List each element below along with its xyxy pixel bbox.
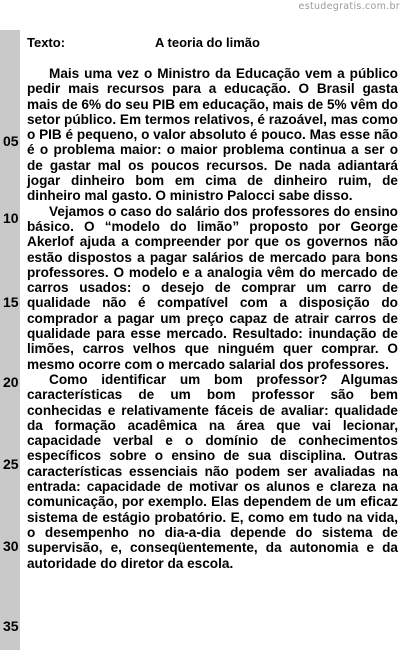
text-label: Texto: — [27, 35, 66, 50]
line-number: 10 — [3, 210, 19, 226]
text-title: A teoria do limão — [155, 35, 260, 50]
article-body — [27, 66, 398, 571]
line-number: 15 — [3, 294, 19, 310]
text-header — [27, 35, 398, 51]
line-number: 25 — [3, 456, 19, 472]
line-number-gutter — [0, 30, 20, 650]
line-number: 30 — [3, 538, 19, 554]
paragraph: Vejamos o caso do salário dos professores do ensino básico. O “modelo do limão” proposto por George Akerlof ajuda a compreender por que os governos não estão dispostos a pagar salários de mercado para bons professores. O modelo e a analogia vêm do mercado de carros usados: o desejo de comprar um carro de qualidade não é compatível com a disposição do comprador a pagar um preço capaz de atrair carros de qualidade para esse mercado. Resultado: inundação de limões, carros velhos que ninguém quer comprar. O mesmo ocorre com o mercado salarial dos professores. — [27, 203, 398, 372]
site-watermark: estudegratis.com.br — [298, 1, 400, 12]
line-number: 35 — [3, 618, 19, 634]
line-number: 05 — [3, 133, 19, 149]
paragraph: Como identificar um bom professor? Algumas características de um bom professor são bem conhecidas e relativamente fáceis de avaliar: qualidade da formação acadêmica na área que vai lecionar, capacidade verbal e o domínio de conhecimentos específicos sobre o ensino de sua disciplina. Outras características essenciais não podem ser avaliadas na entrada: capacidade de motivar os alunos e clareza na comunicação, por exemplo. Elas dependem de um eficaz sistema de estágio probatório. E, como em tudo na vida, o desempenho no dia-a-dia depende do sistema de supervisão, e, conseqüentemente, da autonomia e da autoridade do diretor da escola. — [27, 371, 398, 571]
line-number: 20 — [3, 374, 19, 390]
paragraph: Mais uma vez o Ministro da Educação vem a público pedir mais recursos para a educação. O Brasil gasta mais de 6% do seu PIB em educação, mais de 5% vêm do setor público. Em termos relativos, é razoável, mas como o PIB é pequeno, o valor absoluto é pouco. Mas esse não é o problema maior: o maior problema continua a ser o de gastar mal os poucos recursos. De nada adiantará jogar dinheiro bom em cima de dinheiro ruim, de dinheiro mal gasto. O ministro Palocci sabe disso. — [27, 66, 398, 204]
